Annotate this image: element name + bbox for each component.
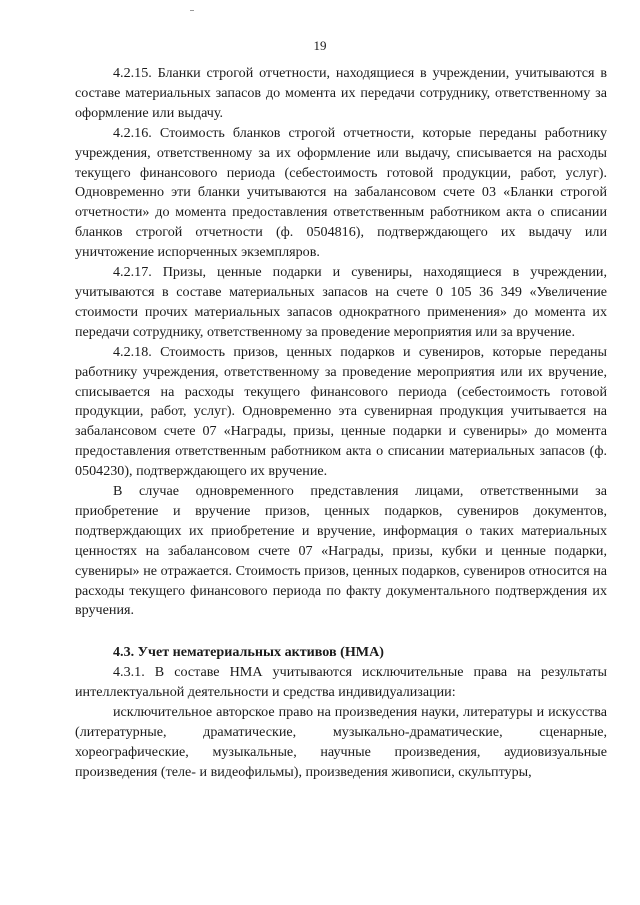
page-number: 19 bbox=[313, 38, 327, 53]
paragraph-simultaneous-submission: В случае одновременного представления лицами, ответственными за приобретение и вручение призов, ценных подарков, сувениров документов, подтверждающих их приобретение и вручение, информация о таких материальных ценностях на забалансовом счете 07 «Награды, призы, кубки и ценные подарки, сувениры» не отражается. Стоимость призов, ценных подарков, сувениров относится на расходы текущего финансового периода по факту документального подтверждения их вручения. bbox=[75, 483, 607, 619]
paragraph-4-2-16: 4.2.16. Стоимость бланков строгой отчетности, которые переданы работнику учреждения, ответственному за их оформление или выдачу, списывается на расходы текущего финансового периода (себестоимость готовой продукции, работ, услуг). Одновременно эти бланки учитываются на забалансовом счете 03 «Бланки строгой отчетности» до момента предоставления ответственным работником акта о списании бланков строгой отчетности (ф. 0504816), подтверждающего их выдачу или уничтожение испорченных экземпляров. bbox=[75, 124, 607, 261]
paragraph-exclusive-copyright: исключительное авторское право на произведения науки, литературы и искусства (литературные, драматические, музыкально-драматические, сценарные, хореографические, музыкальные, научные произведения, аудиовизуальные произведения (теле- и видеофильмы), произведения живописи, скульптуры, bbox=[75, 704, 607, 780]
paragraph-4-3-1: 4.3.1. В составе НМА учитываются исключительные права на результаты интеллектуальной деятельности и средства индивидуализации: bbox=[75, 664, 607, 701]
scan-artifact bbox=[190, 10, 194, 11]
paragraph-4-2-15: 4.2.15. Бланки строгой отчетности, находящиеся в учреждении, учитываются в составе материальных запасов до момента их передачи сотруднику, ответственному за оформление или выдачу. bbox=[75, 65, 607, 121]
section-heading-4-3: 4.3. Учет нематериальных активов (НМА) bbox=[113, 644, 384, 661]
paragraph-4-2-18: 4.2.18. Стоимость призов, ценных подарков и сувениров, которые переданы работнику учреждения, ответственному за проведение мероприятия или их вручение, списывается на расходы текущего финансового периода (себестоимость готовой продукции, работ, услуг). Одновременно эта сувенирная продукция учитывается на забалансовом счете 07 «Награды, призы, ценные подарки и сувениры» до момента предоставления ответственным работником акта о списании материальных запасов (ф. 0504230), подтверждающего их вручение. bbox=[75, 343, 607, 480]
paragraph-4-2-17: 4.2.17. Призы, ценные подарки и сувениры, находящиеся в учреждении, учитываются в составе материальных запасов на счете 0 105 36 349 «Увеличение стоимости прочих материальных запасов однократного применения» до момента их передачи сотруднику, ответственному за проведение мероприятия или за вручение. bbox=[75, 264, 607, 340]
document-body bbox=[75, 64, 607, 783]
